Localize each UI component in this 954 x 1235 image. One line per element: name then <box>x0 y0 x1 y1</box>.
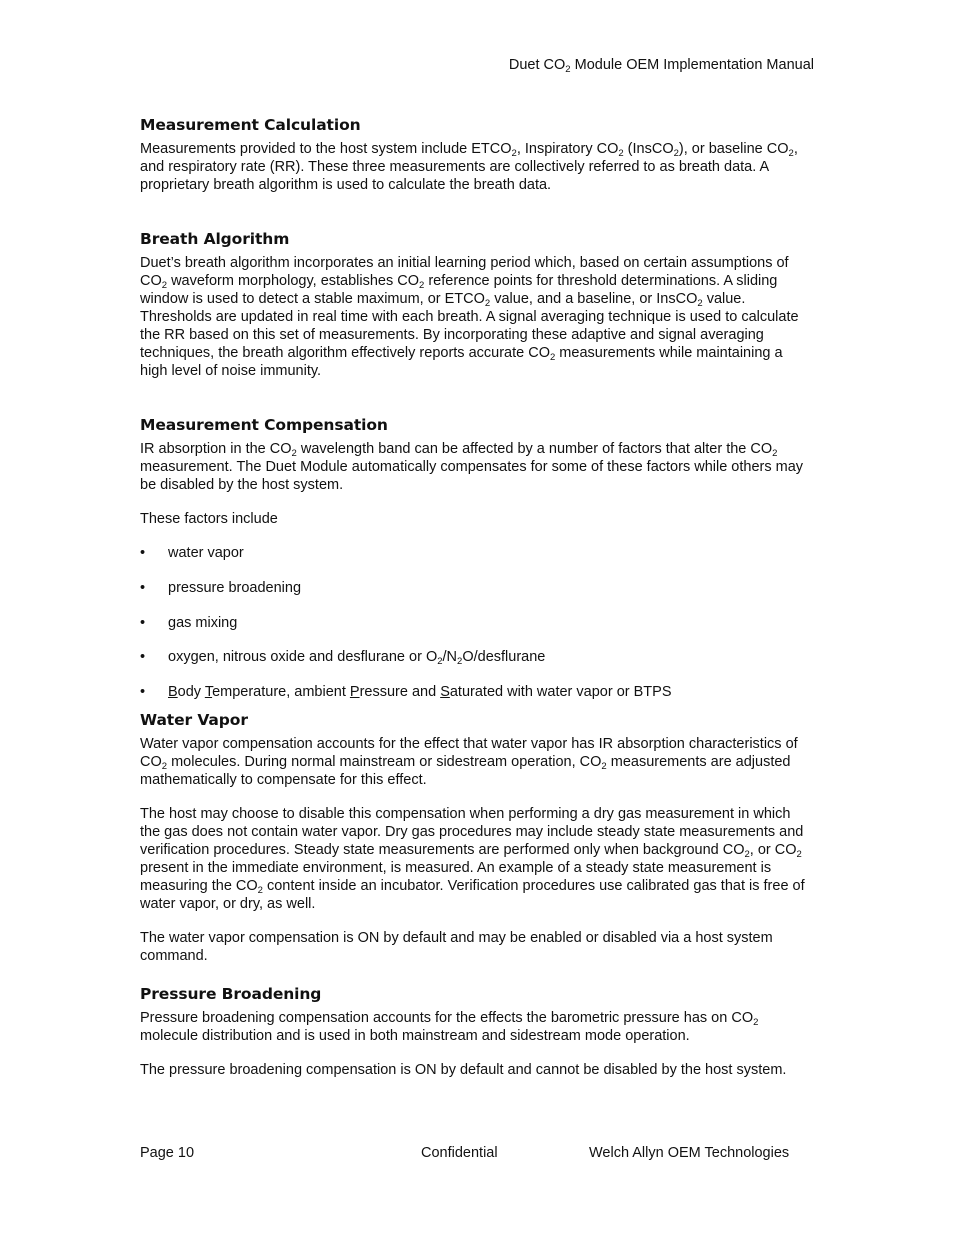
section-heading: Water Vapor <box>140 711 248 730</box>
section-pressure-broadening <box>140 985 812 1079</box>
header-text: Module OEM Implementation Manual <box>570 57 814 73</box>
section-heading: Pressure Broadening <box>140 985 322 1004</box>
list-item: • gas mixing <box>140 614 238 631</box>
list-item: • pressure broadening <box>140 579 302 596</box>
footer-page-number: Page 10 <box>140 1145 195 1161</box>
paragraph: Water vapor compensation accounts for the effect that water vapor has IR absorption characteristics of $CO_2$ molecules. During normal mainstream or sidestream operation, $CO_2$ measurements are adjusted mathematically to compensate for this effect. <box>140 736 798 789</box>
header-text: Duet CO <box>508 57 566 73</box>
paragraph: Measurements provided to the host system include $ETCO_2$, Inspiratory $CO_2$ (InsCO$_2$), or baseline $CO_2$, and respiratory rate (RR). These three measurements are collectively referred to as breath data. A proprietary breath algorithm is used to calculate the breath data. <box>140 141 798 193</box>
section-heading: Measurement Compensation <box>140 416 388 434</box>
section-breath-algorithm <box>140 230 812 380</box>
paragraph: The pressure broadening compensation is ON by default and cannot be disabled by the host system. <box>140 1062 787 1079</box>
paragraph: These factors include <box>140 511 278 527</box>
subscript: 2 <box>565 64 571 75</box>
bullet: • <box>140 579 146 596</box>
section-measurement-calculation <box>140 116 812 194</box>
bullet: • <box>140 614 146 631</box>
footer-confidential: Confidential <box>421 1145 498 1161</box>
paragraph: Duet’s breath algorithm incorporates an initial learning period which, based on certain assumptions of $CO_2$ waveform morphology, establishes $CO_2$ reference points for threshold determinations. A sliding window is used to detect a stable maximum, or $ETCO_2$ value, and a baseline, or InsCO$_2$ value. Thresholds are updated in real time with each breath. A signal averaging technique is used to calculate the RR based on this set of measurements. By incorporating these adaptive and signal averaging techniques, the breath algorithm effectively reports accurate $CO_2$ measurements while maintaining a high level of noise immunity. <box>140 255 799 379</box>
paragraph: The water vapor compensation is ON by default and may be enabled or disabled via a host system command. <box>140 930 773 965</box>
paragraph: IR absorption in the $CO_2$ wavelength band can be affected by a number of factors that alter the $CO_2$ measurement. The Duet Module automatically compensates for some of these factors while others may be disabled by the host system. <box>140 441 804 493</box>
list-item: • water vapor <box>140 545 244 561</box>
list-item: • Body Temperature, ambient Pressure and Saturated with water vapor or BTPS <box>140 684 672 701</box>
bullet: • <box>140 545 146 561</box>
section-water-vapor <box>140 711 812 965</box>
paragraph: Pressure broadening compensation accounts for the effects the barometric pressure has on $CO_2$ molecule distribution and is used in both mainstream and sidestream mode operation. <box>140 1010 759 1045</box>
factors-list <box>140 544 812 701</box>
running-header <box>509 57 814 73</box>
section-measurement-compensation <box>140 416 812 701</box>
section-heading: Measurement Calculation <box>140 116 361 134</box>
paragraph: The host may choose to disable this compensation when performing a dry gas measurement in which the gas does not contain water vapor. Dry gas procedures may include steady state measurements and verification procedures. Steady state measurements are performed only when background $CO_2$, or $CO_2$ present in the immediate environment, is measured. An example of a steady state measurement is measuring the $CO_2$ content inside an incubator. Verification procedures use calibrated gas that is free of water vapor, or dry, as well. <box>140 806 805 913</box>
list-item: • oxygen, nitrous oxide and desflurane or $O_2/N_2O$/desflurane <box>140 649 546 668</box>
bullet: • <box>140 649 146 666</box>
footer-company: Welch Allyn OEM Technologies <box>589 1145 790 1161</box>
section-heading: Breath Algorithm <box>140 230 290 248</box>
bullet: • <box>140 684 146 701</box>
document-body <box>140 116 812 1079</box>
